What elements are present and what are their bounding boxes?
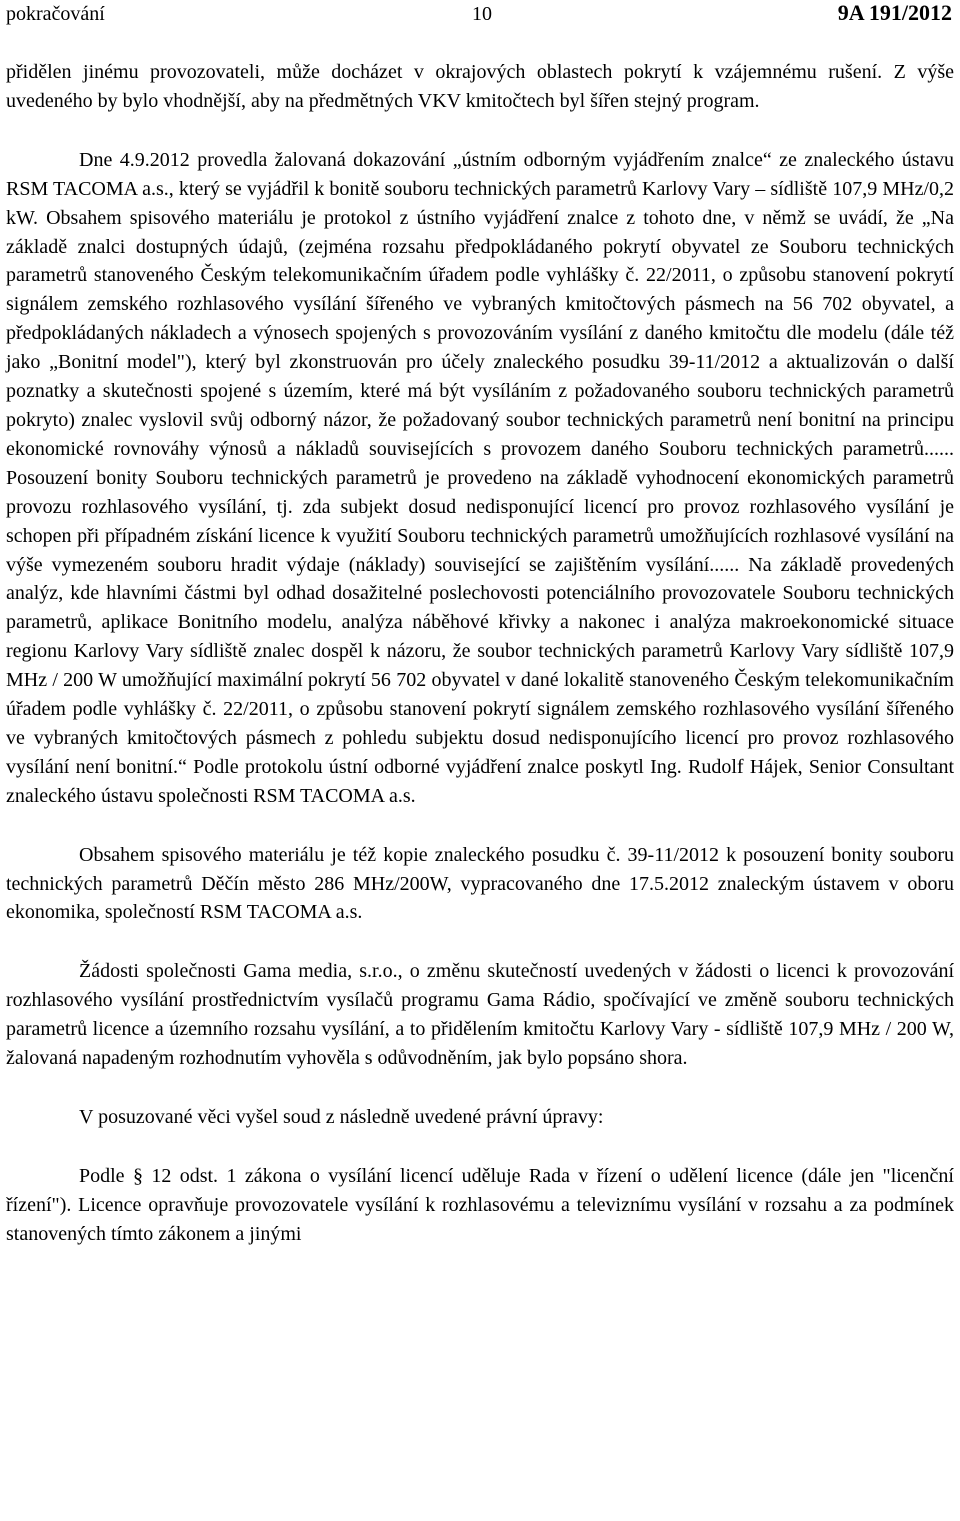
paragraph-expert-testimony: Dne 4.9.2012 provedla žalovaná dokazování „ústním odborným vyjádřením znalce“ ze znaleckého ústavu RSM TACOMA a.s., který se vyjádřil k bonitě souboru technických parametrů Karlovy Vary – sídliště 107,9 MHz/0,2 kW. Obsahem spisového materiálu je protokol z ústního vyjádření znalce z tohoto dne, v němž se uvádí, že „Na základě znalci dostupných údajů, (zejména rozsahu předpokládaného pokrytí obyvatel ze Souboru technických parametrů stanoveného Českým telekomunikačním úřadem podle vyhlášky č. 22/2011, o způsobu stanovení pokrytí signálem zemského rozhlasového vysílání šířeného ve vybraných kmitočtových pásmech na 56 702 obyvatel, a předpokládaných nákladech a výnosech spojených s provozováním vysílání z daného kmitočtu dle modelu (dále též jako „Bonitní model"), který byl zkonstruován pro účely znaleckého posudku 39-11/2012 a aktualizován o další poznatky a skutečnosti spojené s územím, které má být vysíláním z požadovaného souboru technických parametrů pokryto) znalec vyslovil svůj odborný názor, že požadovaný soubor technických parametrů není bonitní na principu ekonomické rovnováhy výnosů a nákladů souvisejících s provozem daného Souboru technických parametrů...... Posouzení bonity Souboru technických parametrů je provedeno na základě vyhodnocení ekonomických parametrů provozu rozhlasového vysílání, tj. zda subjekt dosud nedisponující licencí pro provoz rozhlasového vysílání je schopen při případném získání licence k využití Souboru technických parametrů umožňujících rozhlasové vysílání na výše vymezeném souboru hradit výdaje (náklady) související se zajištěním vysílání...... Na základě provedených analýz, kde hlavními částmi byl odhad dosažitelné poslechovosti potenciálního provozovatele Souboru technických parametrů, aplikace Bonitního modelu, analýza náběhové křivky a nakonec i analýza makroekonomické situace regionu Karlovy Vary sídliště znalec dospěl k názoru, že soubor technických parametrů Karlovy Vary sídliště 107,9 MHz / 200 W umožňující maximální pokrytí 56 702 obyvatel v dané lokalitě stanoveného Českým telekomunikačním úřadem podle vyhlášky č. 22/2011, o způsobu stanovení pokrytí signálem zemského rozhlasového vysílání šířeného ve vybraných kmitočtových pásmech z pohledu subjektu dosud nedisponujícího licencí pro provoz rozhlasového vysílání není bonitní.“ Podle protokolu ústní odborné vyjádření znalce poskytl Ing. Rudolf Hájek, Senior Consultant znaleckého ústavu společnosti RSM TACOMA a.s. (6, 148, 954, 807)
paragraph-broadcasting-act: Podle § 12 odst. 1 zákona o vysílání licencí uděluje Rada v řízení o udělení licence (dále jen "licenční řízení"). Licence opravňuje provozovatele vysílání k rozhlasovému a televiznímu vysílání v rozsahu a za podmínek stanovených tímto zákonem a jinými (6, 1164, 954, 1245)
paragraph-expert-report: Obsahem spisového materiálu je též kopie znaleckého posudku č. 39-11/2012 k posouzení bonity souboru technických parametrů Děčín město 286 MHz/200W, vypracovaného dne 17.5.2012 znaleckým ústavem v oboru ekonomika, společností RSM TACOMA a.s. (6, 843, 954, 924)
paragraph-gama-media-request: Žádosti společnosti Gama media, s.r.o., o změnu skutečností uvedených v žádosti o licenci k provozování rozhlasového vysílání prostřednictvím vysílačů programu Gama Rádio, spočívající ve změně souboru technických parametrů licence a územního rozsahu vysílání, a to přidělením kmitočtu Karlovy Vary - sídliště 107,9 MHz / 200 W, žalovaná napadeným rozhodnutím vyhověla s odůvodněním, jak bylo popsáno shora. (6, 960, 954, 1070)
case-number: 9A 191/2012 (837, 0, 952, 25)
document-body (6, 58, 954, 1249)
continuation-label: pokračování (6, 3, 105, 25)
paragraph-continuation: přidělen jinému provozovateli, může docházet v okrajových oblastech pokrytí k vzájemnému rušení. Z výše uvedeného by bylo vhodnější, aby na předmětných VKV kmitočtech byl šířen stejný program. (6, 61, 954, 112)
page-header (0, 0, 960, 34)
page-number: 10 (472, 3, 492, 25)
paragraph-legal-basis-intro: V posuzované věci vyšel soud z následně uvedené právní úpravy: (79, 1106, 604, 1128)
